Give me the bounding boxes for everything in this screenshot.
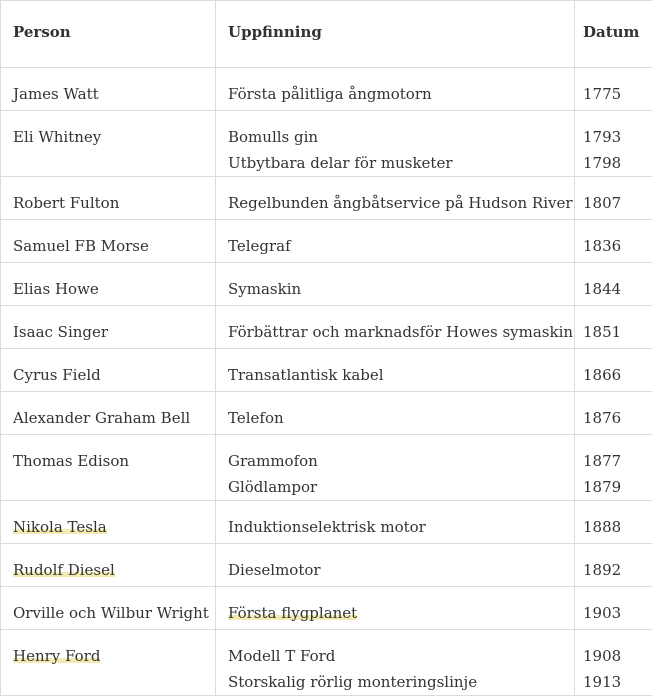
- person-name: Orville och Wilbur Wright: [13, 604, 209, 622]
- date-text: 1798: [583, 154, 622, 172]
- date-cell: [575, 544, 652, 587]
- date-cell: [575, 263, 652, 306]
- table-row: [1, 220, 652, 263]
- invention-cell: [216, 435, 575, 501]
- invention-cell: [216, 220, 575, 263]
- person-name: Samuel FB Morse: [13, 237, 149, 255]
- header-row: [1, 1, 652, 68]
- table-row: [1, 306, 652, 349]
- invention-text: Första pålitliga ångmotorn: [228, 85, 432, 103]
- person-cell: [1, 587, 216, 630]
- column-header-person: Person: [1, 1, 216, 68]
- person-name: Henry Ford: [13, 647, 101, 665]
- person-cell: [1, 435, 216, 501]
- invention-text: Dieselmotor: [228, 561, 321, 579]
- date-text: 1913: [583, 673, 622, 691]
- date-text: 1903: [583, 604, 622, 622]
- person-name: Eli Whitney: [13, 128, 102, 146]
- date-cell: [575, 306, 652, 349]
- invention-cell: [216, 177, 575, 220]
- date-text: 1793: [583, 128, 622, 146]
- date-cell: [575, 501, 652, 544]
- invention-cell: [216, 68, 575, 111]
- invention-cell: [216, 544, 575, 587]
- person-cell: [1, 306, 216, 349]
- table-row: [1, 587, 652, 630]
- person-cell: [1, 68, 216, 111]
- invention-cell: [216, 630, 575, 696]
- invention-cell: [216, 263, 575, 306]
- invention-text: Regelbunden ångbåtservice på Hudson River: [228, 194, 573, 212]
- person-cell: [1, 392, 216, 435]
- date-text: 1866: [583, 366, 622, 384]
- person-name: Robert Fulton: [13, 194, 120, 212]
- invention-text: Symaskin: [228, 280, 302, 298]
- table-row: [1, 111, 652, 177]
- date-cell: [575, 68, 652, 111]
- table-row: [1, 630, 652, 696]
- person-name: Elias Howe: [13, 280, 99, 298]
- person-cell: [1, 501, 216, 544]
- invention-text: Modell T Ford: [228, 647, 336, 665]
- date-text: 1775: [583, 85, 622, 103]
- table-row: [1, 544, 652, 587]
- table-row: [1, 177, 652, 220]
- person-cell: [1, 630, 216, 696]
- date-text: 1807: [583, 194, 622, 212]
- date-text: 1851: [583, 323, 622, 341]
- date-cell: [575, 177, 652, 220]
- invention-text: Första flygplanet: [228, 604, 358, 622]
- date-cell: [575, 349, 652, 392]
- invention-cell: [216, 587, 575, 630]
- date-cell: [575, 220, 652, 263]
- invention-text: Transatlantisk kabel: [228, 366, 384, 384]
- person-name: Cyrus Field: [13, 366, 101, 384]
- invention-cell: [216, 306, 575, 349]
- person-name: Isaac Singer: [13, 323, 109, 341]
- table-row: [1, 392, 652, 435]
- person-name: Rudolf Diesel: [13, 561, 115, 579]
- date-cell: [575, 111, 652, 177]
- invention-text: Bomulls gin: [228, 128, 319, 146]
- invention-text: Grammofon: [228, 452, 318, 470]
- invention-text: Induktionselektrisk motor: [228, 518, 426, 536]
- date-text: 1879: [583, 478, 622, 496]
- date-text: 1888: [583, 518, 622, 536]
- date-text: 1836: [583, 237, 622, 255]
- invention-cell: [216, 392, 575, 435]
- table-row: [1, 68, 652, 111]
- person-name: Thomas Edison: [13, 452, 130, 470]
- invention-text: Förbättrar och marknadsför Howes symaskin: [228, 323, 574, 341]
- invention-text: Utbytbara delar för musketer: [228, 154, 453, 172]
- person-cell: [1, 111, 216, 177]
- date-cell: [575, 392, 652, 435]
- date-text: 1908: [583, 647, 622, 665]
- invention-cell: [216, 111, 575, 177]
- person-name: Alexander Graham Bell: [13, 409, 191, 427]
- invention-text: Storskalig rörlig monteringslinje: [228, 673, 478, 691]
- table-row: [1, 349, 652, 392]
- table-row: [1, 501, 652, 544]
- person-cell: [1, 263, 216, 306]
- date-text: 1877: [583, 452, 622, 470]
- date-text: 1876: [583, 409, 622, 427]
- person-cell: [1, 177, 216, 220]
- person-name: Nikola Tesla: [13, 518, 107, 536]
- person-cell: [1, 220, 216, 263]
- date-text: 1844: [583, 280, 622, 298]
- table-row: [1, 435, 652, 501]
- person-cell: [1, 349, 216, 392]
- invention-text: Telefon: [228, 409, 284, 427]
- column-header-date: Datum: [575, 1, 652, 68]
- date-text: 1892: [583, 561, 622, 579]
- invention-cell: [216, 501, 575, 544]
- date-cell: [575, 587, 652, 630]
- date-cell: [575, 435, 652, 501]
- table-row: [1, 263, 652, 306]
- invention-text: Glödlampor: [228, 478, 318, 496]
- person-cell: [1, 544, 216, 587]
- column-header-invention: Uppfinning: [216, 1, 575, 68]
- invention-text: Telegraf: [228, 237, 291, 255]
- invention-cell: [216, 349, 575, 392]
- person-name: James Watt: [13, 85, 99, 103]
- date-cell: [575, 630, 652, 696]
